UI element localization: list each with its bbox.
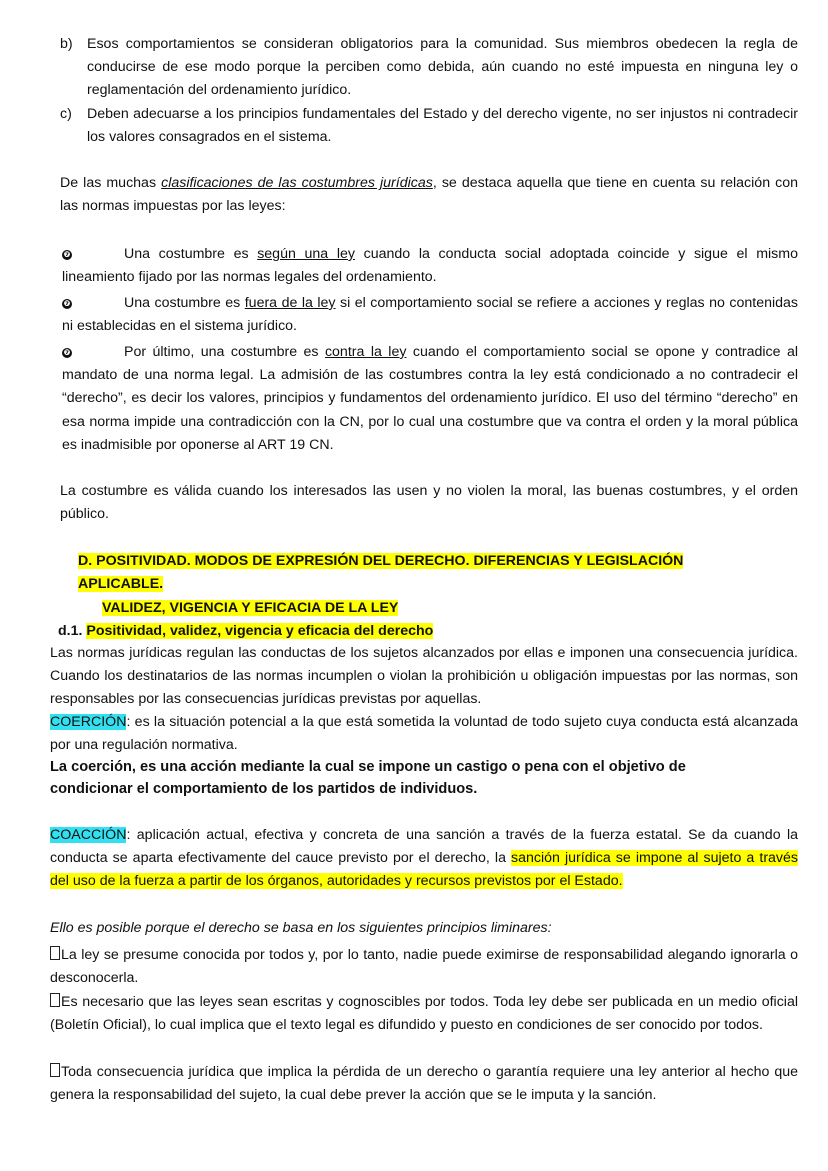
list-item-c bbox=[60, 103, 798, 149]
missing-glyph-icon bbox=[50, 946, 60, 960]
section-heading-line1: D. POSITIVIDAD. MODOS DE EXPRESIÓN DEL DERECHO. DIFERENCIAS Y LEGISLACIÓN APLICABLE. bbox=[78, 553, 684, 593]
coercion-definition: : es la situación potencial a la que está sometida la voluntad de todo sujeto cuya conducta está alcanzada por una regulación normativa. bbox=[50, 714, 798, 754]
principios-intro: Ello es posible porque el derecho se basa en los siguientes principios liminares: bbox=[50, 920, 552, 936]
bullet-item-segun-ley bbox=[62, 243, 798, 289]
principio-1-text: La ley se presume conocida por todos y, por lo tanto, nadie puede eximirse de responsabilidad alegando ignorarla o desconocerla. bbox=[50, 947, 798, 987]
bullet-icon: ❼ bbox=[63, 299, 71, 308]
bullet-icon: ❼ bbox=[63, 348, 71, 357]
missing-glyph-icon bbox=[50, 993, 60, 1007]
list-item-b bbox=[60, 33, 798, 103]
bullet-item-contra-ley bbox=[62, 341, 798, 457]
term-coercion: COERCIÓN bbox=[50, 714, 127, 730]
bullet2-pre: Una costumbre es bbox=[124, 295, 245, 311]
principio-2-text: Es necesario que las leyes sean escritas y cognoscibles por todos. Toda ley debe ser publicada en un medio oficial (Boletín Oficial), lo cual implica que el texto legal es difundido y puesto en condiciones de ser conocido por todos. bbox=[50, 994, 798, 1034]
bullet3-pre: Por último, una costumbre es bbox=[124, 344, 325, 360]
bullet1-pre: Una costumbre es bbox=[124, 246, 258, 262]
list-text-c: Deben adecuarse a los principios fundamentales del Estado y del derecho vigente, no ser injustos ni contradecir los valores consagrados en el sistema. bbox=[87, 106, 798, 146]
clasif-pre: De las muchas bbox=[60, 175, 162, 191]
paragraph-clasificaciones bbox=[60, 172, 798, 218]
bullet-item-fuera-ley bbox=[62, 292, 798, 338]
subheading-d1 bbox=[58, 620, 433, 642]
bullet2-underline: fuera de la ley bbox=[244, 295, 336, 311]
bullet3-underline: contra la ley bbox=[324, 344, 407, 360]
paragraph-coercion bbox=[50, 711, 798, 757]
bullet3-post: cuando el comportamiento social se opone y contradice al mandato de una norma legal. La admisión de las costumbres contra la ley está condicionado a no contradecir el “derecho”, es decir los valores, principios y fundamentos del ordenamiento jurídico. El uso del término “derecho” en esa norma impide una contradicción con la CN, por lo cual una costumbre que va contra el orden y la moral pública es inadmisible por oponerse al ART 19 CN. bbox=[62, 344, 799, 453]
principio-3-text: Toda consecuencia jurídica que implica la pérdida de un derecho o garantía requiere una ley anterior al hecho que genera la responsabilidad del sujeto, la cual debe prever la acción que se le imputa y la sanción. bbox=[50, 1064, 798, 1104]
clasif-link: clasificaciones de las costumbres jurídicas bbox=[161, 175, 433, 191]
subheading-title: Positividad, validez, vigencia y eficacia del derecho bbox=[86, 623, 434, 639]
missing-glyph-icon bbox=[50, 1063, 60, 1077]
section-heading-line2: VALIDEZ, VIGENCIA Y EFICACIA DE LA LEY bbox=[102, 599, 399, 616]
bullet-icon: ❼ bbox=[63, 250, 71, 259]
bullet1-underline: según una ley bbox=[257, 246, 355, 262]
paragraph-coaccion bbox=[50, 824, 798, 894]
list-marker-c: c) bbox=[60, 106, 72, 122]
term-coaccion: COACCIÓN bbox=[50, 827, 127, 843]
clasif-post: , se destaca aquella que tiene en cuenta su relación con las normas impuestas por las leyes: bbox=[60, 175, 799, 215]
principio-item-3 bbox=[50, 1061, 798, 1107]
section-heading-d bbox=[78, 550, 758, 620]
subheading-number: d.1. bbox=[58, 623, 87, 639]
list-marker-b: b) bbox=[60, 36, 73, 52]
principio-item-1 bbox=[50, 944, 798, 990]
coaccion-definition: : aplicación actual, efectiva y concreta de una sanción a través de la fuerza estatal. Se da cuando la conducta se aparta efectivamente del cauce previsto por el derecho, la bbox=[50, 827, 798, 867]
paragraph-costumbre-valida: La costumbre es válida cuando los interesados las usen y no violen la moral, las buenas costumbres, y el orden público. bbox=[60, 483, 798, 523]
list-text-b: Esos comportamientos se consideran obligatorios para la comunidad. Sus miembros obedecen la regla de conducirse de ese modo porque la perciben como debida, aún cuando no esté impuesta en ninguna ley o reglamentación del ordenamiento jurídico. bbox=[87, 36, 798, 99]
bullet1-post: cuando la conducta social adoptada coincide y sigue el mismo lineamiento fijado por las normas legales del ordenamiento. bbox=[62, 246, 798, 286]
principio-item-2 bbox=[50, 991, 798, 1037]
bullet2-post: si el comportamiento social se refiere a acciones y reglas no contenidas ni establecidas en el sistema jurídico. bbox=[62, 295, 798, 335]
paragraph-coercion-bold: La coerción, es una acción mediante la cual se impone un castigo o pena con el objetivo de condicionar el comportamiento de los partidos de individuos. bbox=[50, 759, 686, 797]
paragraph-normas: Las normas jurídicas regulan las conductas de los sujetos alcanzados por ellas e imponen una consecuencia jurídica. Cuando los destinatarios de las normas incumplen o violan la prohibición u obligación impuestas por las normas, son responsables por las consecuencias jurídicas previstas por aquellas. bbox=[50, 645, 798, 708]
coaccion-highlight: sanción jurídica se impone al sujeto a través del uso de la fuerza a partir de los órganos, autoridades y recursos previstos por el Estado. bbox=[50, 850, 799, 890]
